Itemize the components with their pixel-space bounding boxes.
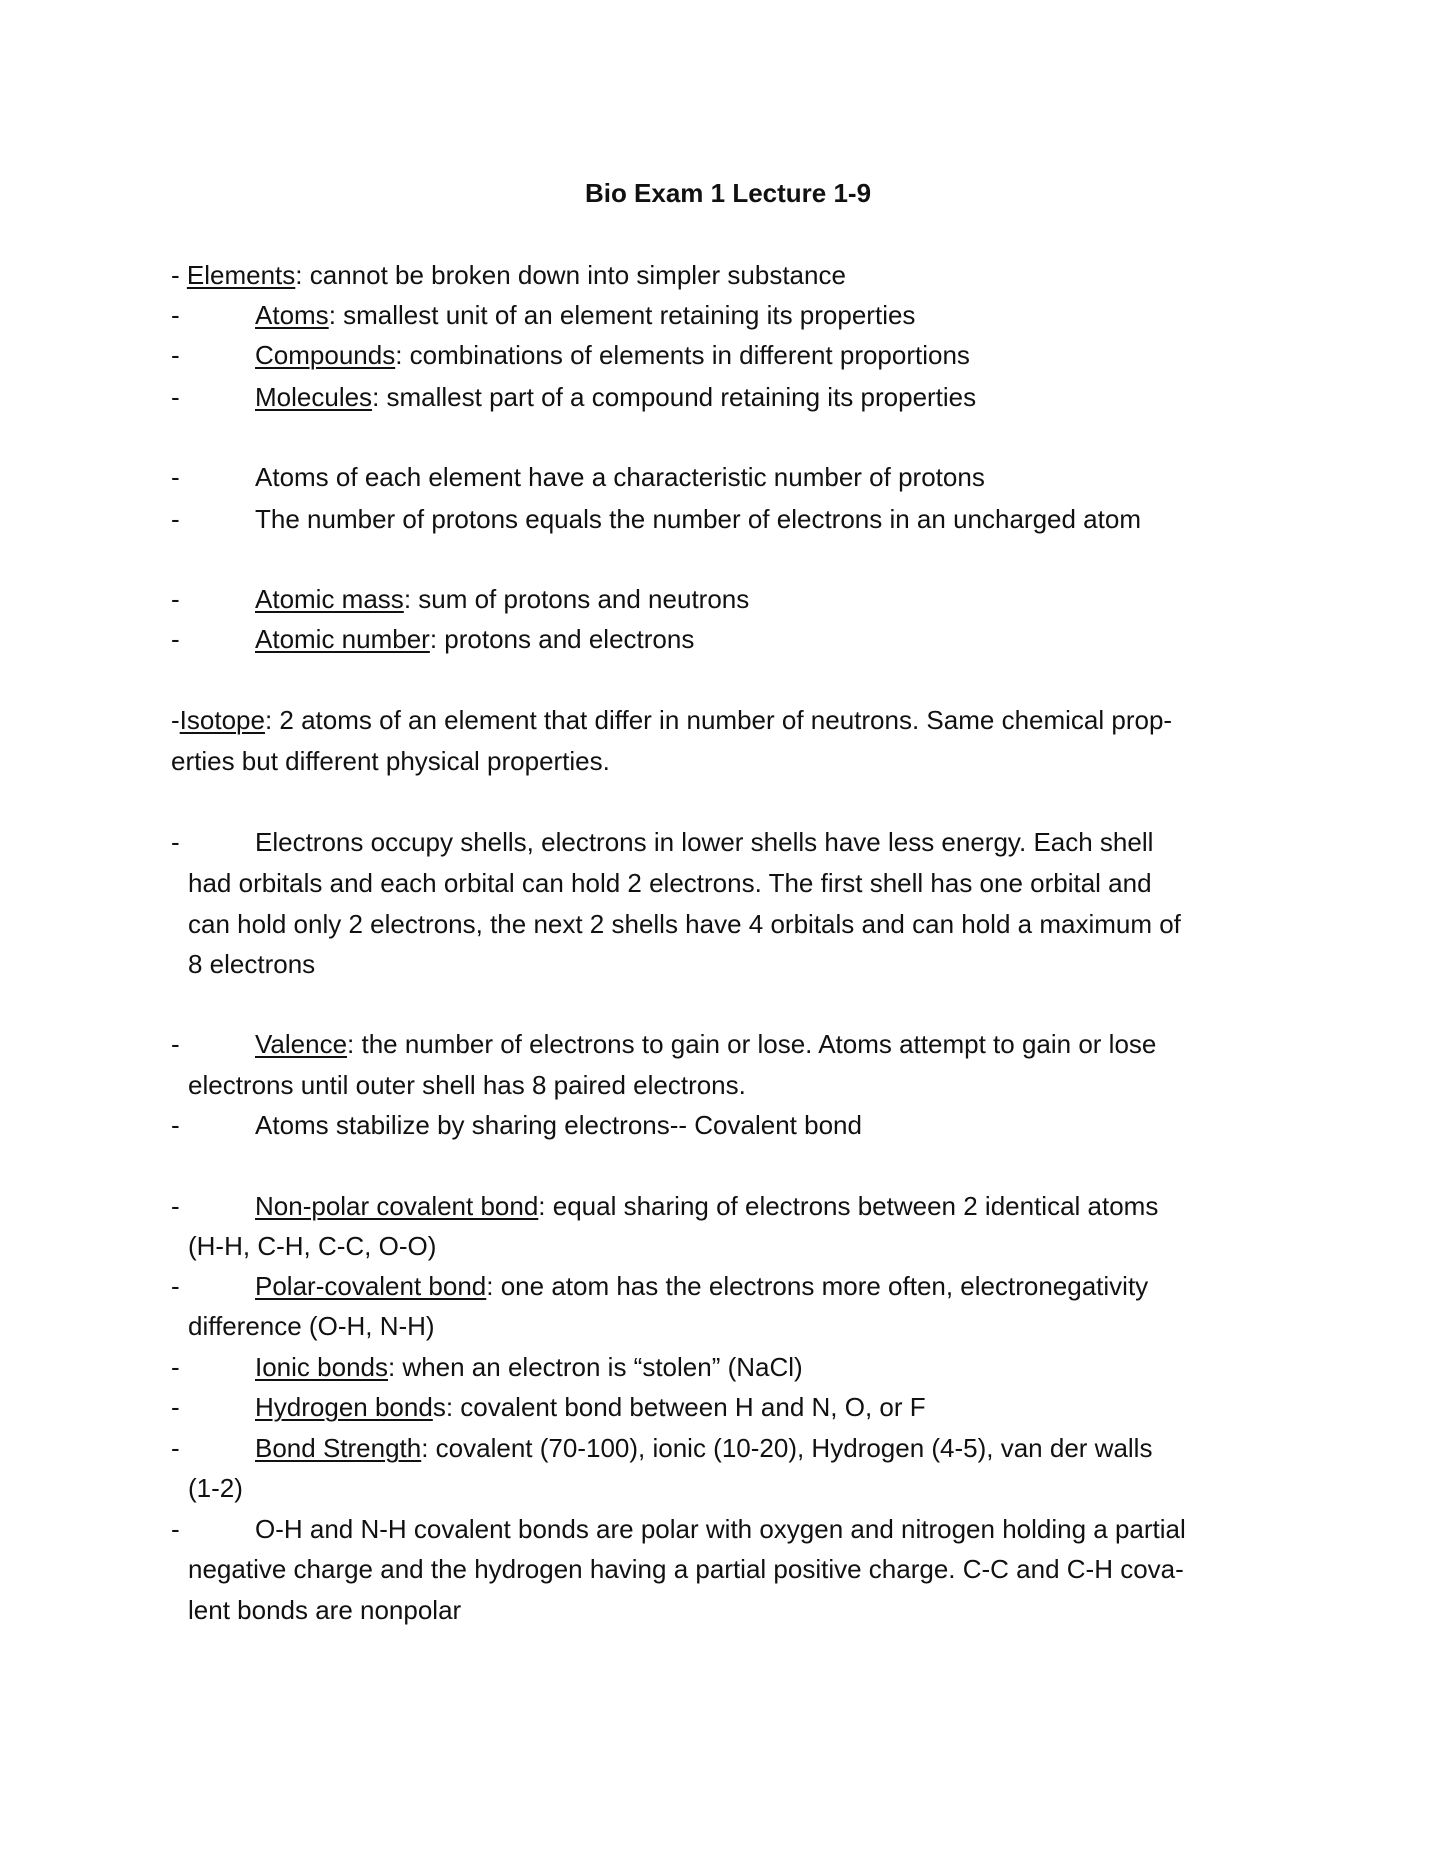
isotope-term: Isotope	[179, 705, 265, 735]
bullet-dash: -	[171, 624, 180, 654]
atomic-number-line	[255, 622, 694, 656]
compounds-line	[255, 338, 970, 372]
isotope-definition: : 2 atoms of an element that differ in number of neutrons. Same chemical prop-	[264, 705, 1173, 735]
elements-term: Elements	[186, 260, 296, 290]
elements-definition: : cannot be broken down into simpler substance	[295, 260, 846, 290]
hydrogen-definition: : covalent bond between H and N, O, or F	[445, 1392, 926, 1422]
bullet-dash: -	[171, 1110, 180, 1140]
bullet-dash: -	[171, 1433, 180, 1463]
elements-line	[171, 258, 846, 292]
polar-definition: : one atom has the electrons more often, electronegativity	[486, 1271, 1149, 1301]
bullet-dash: -	[171, 1514, 180, 1544]
hydrogen-term: Hydrogen bond	[255, 1392, 433, 1422]
atomic-number-term: Atomic number	[255, 624, 430, 654]
molecules-term: Molecules	[255, 382, 373, 412]
ionic-line	[255, 1350, 803, 1384]
nonpolar-line	[255, 1189, 1158, 1223]
ionic-definition: : when an electron is “stolen” (NaCl)	[387, 1352, 803, 1382]
nonpolar-line-2: (H-H, C-H, C-C, O-O)	[188, 1231, 437, 1261]
polar-term: Polar-covalent bond	[255, 1271, 487, 1301]
molecules-line	[255, 380, 976, 414]
isotope-line	[171, 703, 1172, 737]
elements-prefix: -	[171, 260, 187, 290]
bullet-dash: -	[171, 1271, 180, 1301]
bullet-dash: -	[171, 382, 180, 412]
strength-term: Bond Strength	[255, 1433, 422, 1463]
molecules-definition: : smallest part of a compound retaining its properties	[372, 382, 977, 412]
shells-line-2: had orbitals and each orbital can hold 2 electrons. The first shell has one orbital and	[188, 868, 1152, 898]
hydrogen-term-tail: s	[432, 1392, 446, 1422]
oh-nh-line-1: O-H and N-H covalent bonds are polar with oxygen and nitrogen holding a partial	[255, 1514, 1186, 1544]
atomic-mass-definition: : sum of protons and neutrons	[403, 584, 750, 614]
oh-nh-line-3: lent bonds are nonpolar	[188, 1595, 462, 1625]
protons-equal-line: The number of protons equals the number of electrons in an uncharged atom	[255, 504, 1141, 534]
bullet-dash: -	[171, 340, 180, 370]
isotope-line-2: erties but different physical properties.	[171, 746, 610, 776]
strength-line-2: (1-2)	[188, 1473, 243, 1503]
atomic-mass-term: Atomic mass	[255, 584, 404, 614]
bullet-dash: -	[171, 1392, 180, 1422]
atoms-definition: : smallest unit of an element retaining its properties	[328, 300, 916, 330]
ionic-term: Ionic bonds	[255, 1352, 388, 1382]
bullet-dash: -	[171, 1352, 180, 1382]
shells-line-4: 8 electrons	[188, 949, 316, 979]
polar-line-2: difference (O-H, N-H)	[188, 1311, 435, 1341]
nonpolar-definition: : equal sharing of electrons between 2 identical atoms	[538, 1191, 1159, 1221]
bullet-dash: -	[171, 462, 180, 492]
isotope-prefix: -	[171, 705, 180, 735]
atoms-line	[255, 298, 915, 332]
bullet-dash: -	[171, 1029, 180, 1059]
valence-line-2: electrons until outer shell has 8 paired electrons.	[188, 1070, 746, 1100]
valence-term: Valence	[255, 1029, 348, 1059]
bullet-dash: -	[171, 1191, 180, 1221]
bullet-dash: -	[171, 504, 180, 534]
protons-characteristic-line: Atoms of each element have a characteristic number of protons	[255, 462, 985, 492]
valence-line	[255, 1027, 1156, 1061]
valence-definition: : the number of electrons to gain or lose. Atoms attempt to gain or lose	[347, 1029, 1157, 1059]
shells-line-1: Electrons occupy shells, electrons in lower shells have less energy. Each shell	[255, 827, 1154, 857]
hydrogen-line	[255, 1390, 926, 1424]
strength-definition: : covalent (70-100), ionic (10-20), Hydrogen (4-5), van der walls	[421, 1433, 1153, 1463]
bullet-dash: -	[171, 827, 180, 857]
atomic-mass-line	[255, 582, 749, 616]
atomic-number-definition: : protons and electrons	[429, 624, 695, 654]
stabilize-line: Atoms stabilize by sharing electrons-- Covalent bond	[255, 1110, 862, 1140]
bullet-dash: -	[171, 584, 180, 614]
strength-line	[255, 1431, 1152, 1465]
compounds-term: Compounds	[255, 340, 396, 370]
shells-line-3: can hold only 2 electrons, the next 2 shells have 4 orbitals and can hold a maximum of	[188, 909, 1181, 939]
nonpolar-term: Non-polar covalent bond	[255, 1191, 539, 1221]
compounds-definition: : combinations of elements in different proportions	[395, 340, 970, 370]
bullet-dash: -	[171, 300, 180, 330]
polar-line	[255, 1269, 1148, 1303]
oh-nh-line-2: negative charge and the hydrogen having a partial positive charge. C-C and C-H cova-	[188, 1554, 1184, 1584]
atoms-term: Atoms	[255, 300, 329, 330]
page-title: Bio Exam 1 Lecture 1-9	[584, 178, 872, 208]
